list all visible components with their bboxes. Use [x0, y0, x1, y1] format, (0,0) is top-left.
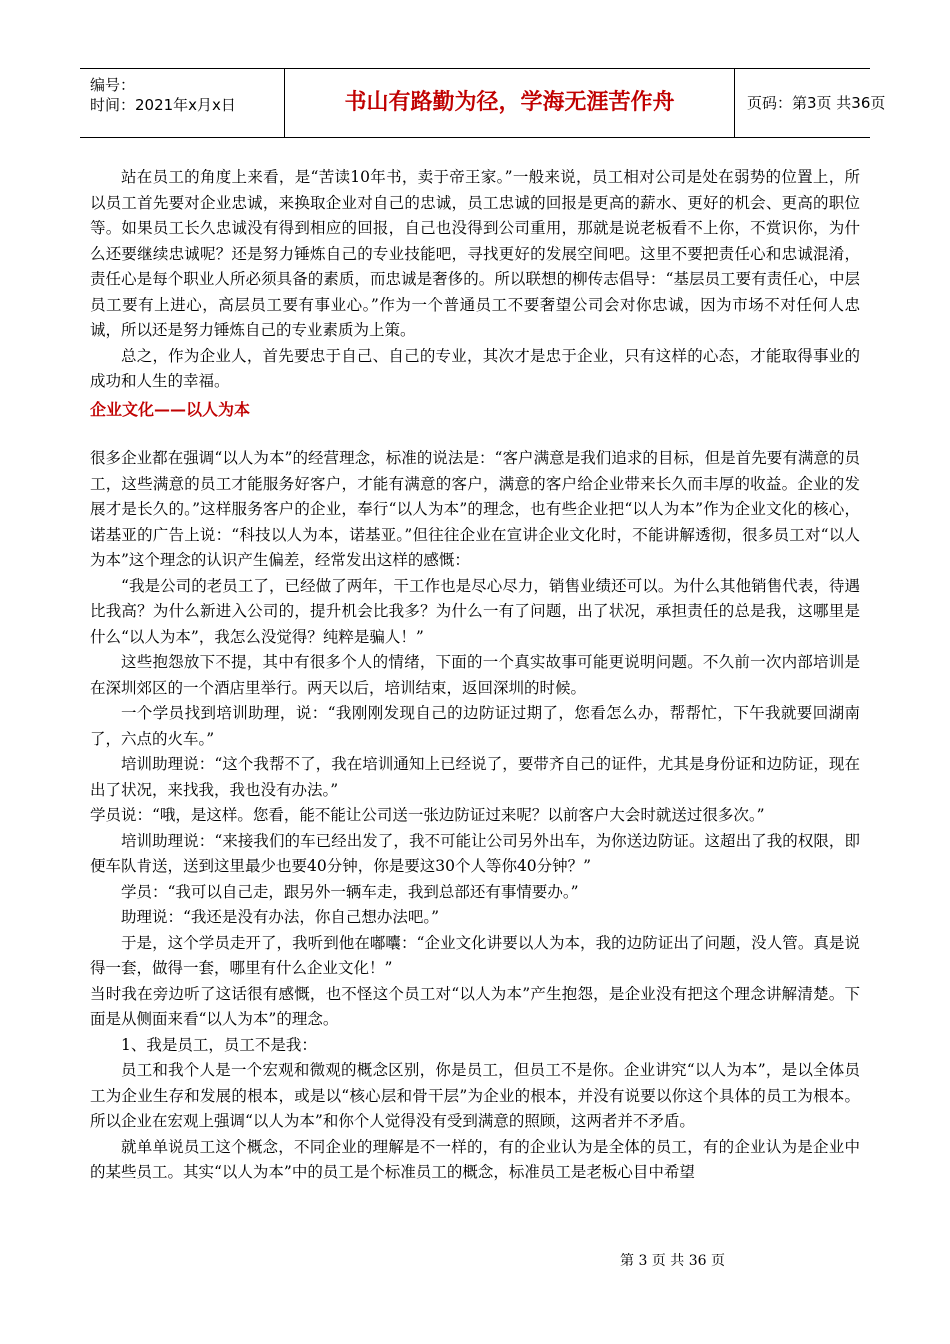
- header-page-label: 页码：第3页 共36页: [747, 94, 886, 112]
- paragraph: 培训助理说：“来接我们的车已经出发了，我不可能让公司另外出车，为你送边防证。这超出了我的权限，即便车队肯送，送到这里最少也要40分钟，你是要这30个人等你40分钟？”: [90, 831, 860, 875]
- paragraph: 站在员工的角度上来看，是“苦读10年书，卖于帝王家。”一般来说，员工相对公司是处在弱势的位置上，所以员工首先要对企业忠诚，来换取企业对自己的忠诚，员工忠诚的回报是更高的薪水、更好的机会、更高的职位等。如果员工长久忠诚没有得到相应的回报，自己也没得到公司重用，那就是说老板看不上你，不赏识你，为什么还要继续忠诚呢？还是努力锤炼自己的专业技能吧，寻找更好的发展空间吧。这里不要把责任心和忠诚混淆，责任心是每个职业人所必须具备的素质，而忠诚是奢侈的。所以联想的柳传志倡导：“基层员工要有责任心，中层员工要有上进心，高层员工要有事业心。”作为一个普通员工不要奢望公司会对你忠诚，因为市场不对任何人忠诚，所以还是努力锤炼自己的专业素质为上策。: [90, 168, 860, 339]
- paragraph: 这些抱怨放下不提，其中有很多个人的情绪，下面的一个真实故事可能更说明问题。不久前一次内部培训是在深圳郊区的一个酒店里举行。两天以后，培训结束，返回深圳的时候。: [90, 653, 860, 697]
- paragraph: 很多企业都在强调“以人为本”的经营理念，标准的说法是：“客户满意是我们追求的目标，但是首先要有满意的员工，这些满意的员工才能服务好客户，才能有满意的客户，满意的客户给企业带来长久而丰厚的收益。企业的发展才是长久的。”这样服务客户的企业，奉行“以人为本”的理念，也有些企业把“以人为本”作为企业文化的核心，诺基亚的广告上说：“科技以人为本，诺基亚。”但往往企业在宣讲企业文化时，不能讲解透彻，很多员工对“以人为本”这个理念的认识产生偏差，经常发出这样的感慨：: [90, 449, 860, 569]
- header-meta: [80, 69, 285, 137]
- section-title: 企业文化——以人为本: [90, 399, 251, 419]
- page-header: [80, 68, 886, 138]
- paragraph: 学员说：“哦，是这样。您看，能不能让公司送一张边防证过来呢？以前客户大会时就送过很多次。”: [90, 806, 765, 824]
- paragraph: 就单单说员工这个概念，不同企业的理解是不一样的，有的企业认为是全体的员工，有的企业认为是企业中的某些员工。其实“以人为本”中的员工是个标准员工的概念，标准员工是老板心目中希望: [90, 1137, 860, 1181]
- paragraph: 助理说：“我还是没有办法，你自己想办法吧。”: [121, 908, 440, 926]
- paragraph: 当时我在旁边听了这话很有感慨，也不怪这个员工对“以人为本”产生抱怨，是企业没有把这个理念讲解清楚。下面是从侧面来看“以人为本”的理念。: [90, 984, 860, 1028]
- time-label: 时间：2021年x月x日: [90, 96, 236, 114]
- paragraph: 学员：“我可以自己走，跟另外一辆车走，我到总部还有事情要办。”: [121, 882, 579, 901]
- paragraph: 于是，这个学员走开了，我听到他在嘟囔：“企业文化讲要以人为本，我的边防证出了问题，没人管。真是说得一套，做得一套，哪里有什么企业文化！”: [90, 933, 860, 977]
- document-body: [90, 165, 860, 1186]
- paragraph: 培训助理说：“这个我帮不了，我在培训通知上已经说了，要带齐自己的证件，尤其是身份证和边防证，现在出了状况，来找我，我也没有办法。”: [90, 755, 860, 799]
- page-footer: 第 3 页 共 36 页: [620, 1253, 725, 1269]
- paragraph: 总之，作为企业人，首先要忠于自己、自己的专业，其次才是忠于企业，只有这样的心态，才能取得事业的成功和人生的幸福。: [90, 346, 860, 390]
- header-motto: 书山有路勤为径，学海无涯苦作舟: [285, 69, 735, 137]
- paragraph: “我是公司的老员工了，已经做了两年，干工作也是尽心尽力，销售业绩还可以。为什么其他销售代表，待遇比我高？为什么新进入公司的，提升机会比我多？为什么一有了问题，出了状况，承担责任的总是我，这哪里是什么“以人为本”，我怎么没觉得？纯粹是骗人！”: [90, 576, 860, 646]
- paragraph: 员工和我个人是一个宏观和微观的概念区别，你是员工，但员工不是你。企业讲究“以人为本”，是以全体员工为企业生存和发展的根本，或是以“核心层和骨干层”为企业的根本，并没有说要以你这个具体的员工为根本。所以企业在宏观上强调“以人为本”和你个人觉得没有受到满意的照顾，这两者并不矛盾。: [90, 1061, 860, 1130]
- number-label: 编号：: [90, 76, 136, 94]
- paragraph: 1、我是员工，员工不是我：: [121, 1035, 317, 1054]
- paragraph: 一个学员找到培训助理，说：“我刚刚发现自己的边防证过期了，您看怎么办，帮帮忙，下午我就要回湖南了，六点的火车。”: [90, 704, 860, 748]
